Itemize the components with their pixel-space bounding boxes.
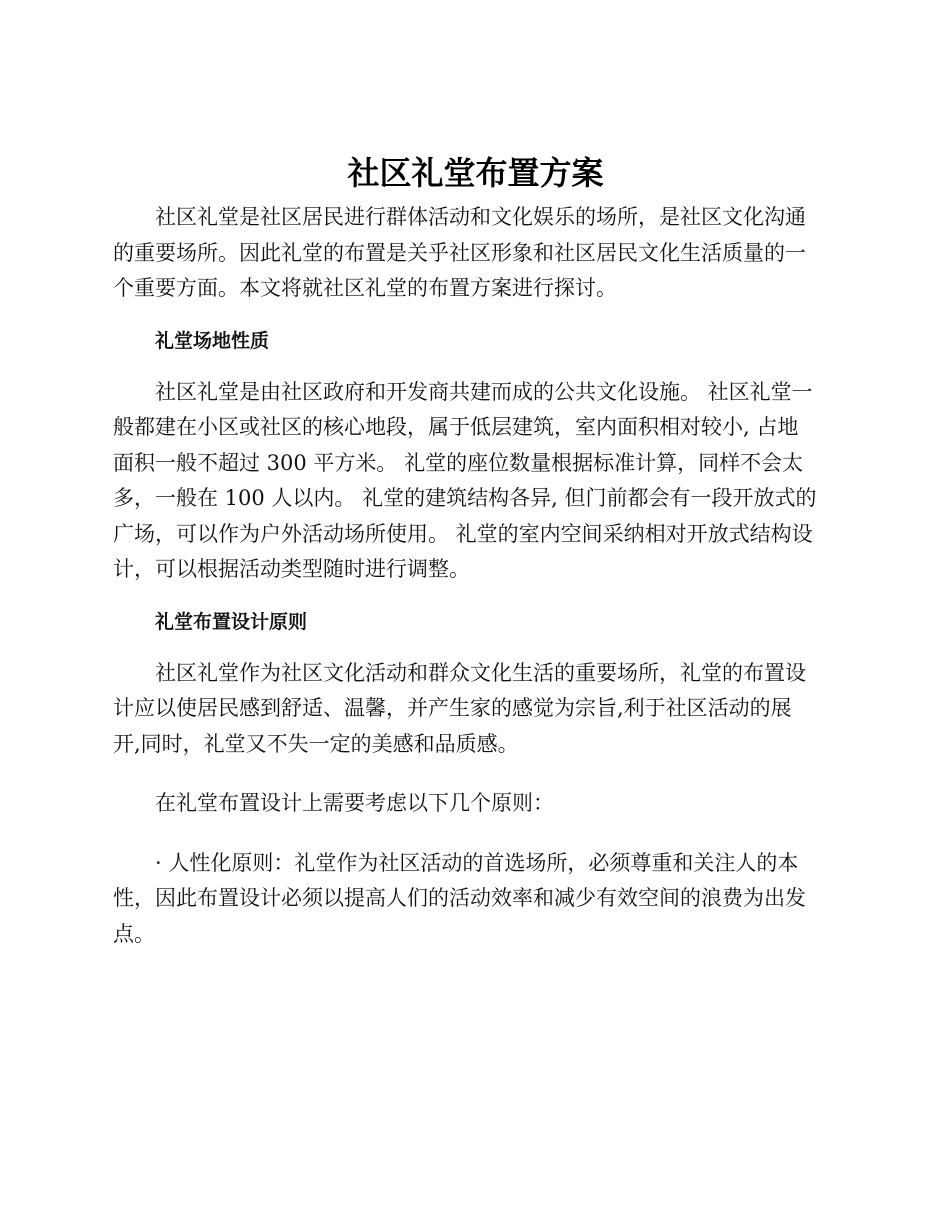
lead-line: 在礼堂布置设计上需要考虑以下几个原则： [155, 791, 554, 815]
principle-line: · 人性化原则：礼堂作为社区活动的首选场所，必须尊重和关注人的本 [155, 850, 799, 875]
document-title: 社区礼堂布置方案 [347, 154, 604, 192]
principles-line: 计应以使居民感到舒适、温馨，并产生家的感觉为宗旨,利于社区活动的展 [113, 696, 792, 720]
intro-line: 个重要方面。本文将就社区礼堂的布置方案进行探讨。 [113, 276, 617, 300]
venue-line: 般都建在小区或社区的核心地段，属于低层建筑，室内面积相对较小, 占地 [113, 415, 799, 439]
design-principles-paragraph [113, 656, 838, 763]
principle-line: 点。 [113, 921, 155, 946]
venue-nature-paragraph [113, 375, 838, 588]
intro-line: 社区礼堂是社区居民进行群体活动和文化娱乐的场所，是社区文化沟通 [155, 205, 806, 229]
section-heading-design-principles: 礼堂布置设计原则 [155, 610, 308, 633]
venue-line: 多，一般在 100 人以内。 礼堂的建筑结构各异, 但门前都会有一段开放式的 [113, 486, 817, 510]
venue-line: 广场，可以作为户外活动场所使用。 礼堂的室内空间采纳相对开放式结构设 [113, 521, 813, 546]
venue-line: 计，可以根据活动类型随时进行调整。 [113, 557, 470, 581]
principles-line: 开,同时，礼堂又不失一定的美感和品质感。 [113, 731, 519, 756]
venue-line: 社区礼堂是由社区政府和开发商共建而成的公共文化设施。 社区礼堂一 [155, 379, 813, 404]
principle-line: 性，因此布置设计必须以提高人们的活动效率和减少有效空间的浪费为出发 [113, 886, 806, 910]
intro-line: 的重要场所。因此礼堂的布置是关乎社区形象和社区居民文化生活质量的一 [113, 240, 806, 265]
principles-line: 社区礼堂作为社区文化活动和群众文化生活的重要场所，礼堂的布置设 [155, 660, 806, 685]
intro-paragraph [113, 200, 838, 307]
section-heading-venue-nature: 礼堂场地性质 [155, 329, 270, 352]
venue-line: 面积一般不超过 300 平方米。 礼堂的座位数量根据标准计算，同样不会太 [113, 450, 804, 475]
document-page [113, 150, 838, 952]
principle-humanization-item [113, 846, 838, 953]
principles-lead-paragraph [113, 786, 838, 822]
